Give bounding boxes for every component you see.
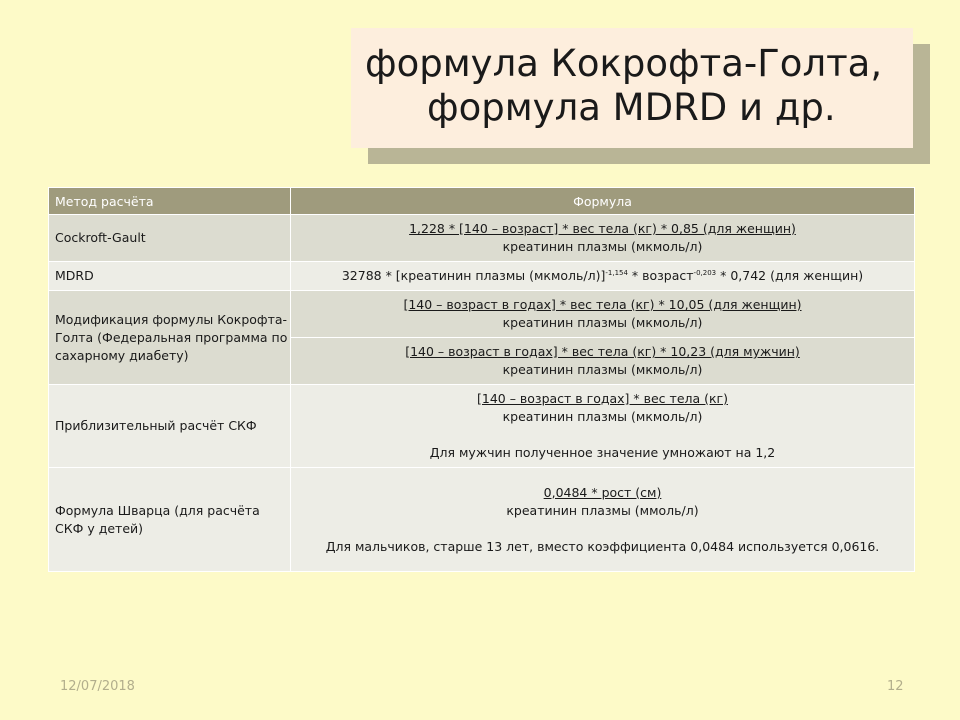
method-cell: MDRD	[49, 262, 291, 291]
mdrd-part-3: * 0,742 (для женщин)	[716, 268, 864, 283]
mdrd-exponent-1: -1,154	[605, 269, 628, 277]
formula-denominator: креатинин плазмы (мкмоль/л)	[502, 239, 703, 254]
slide-date: 12/07/2018	[60, 679, 135, 694]
table-row	[49, 468, 915, 572]
formula-numerator: 1,228 * [140 – возраст] * вес тела (кг) * 0,85 (для женщин)	[409, 221, 796, 236]
formula-numerator: 0,0484 * рост (см)	[543, 484, 662, 500]
formula-note: Для мужчин полученное значение умножают на 1,2	[429, 445, 776, 460]
formula-cell	[291, 291, 915, 338]
title-line-2: формула MDRD и др.	[427, 86, 836, 129]
method-cell: Формула Шварца (для расчёта СКФ у детей)	[49, 468, 291, 572]
slide-title	[351, 28, 913, 148]
formula-denominator: креатинин плазмы (мкмоль/л)	[502, 362, 703, 377]
formula-denominator: креатинин плазмы (ммоль/л)	[506, 502, 699, 518]
method-cell: Модификация формулы Кокрофта-Голта (Федеральная программа по сахарному диабету)	[49, 291, 291, 385]
method-cell: Приблизительный расчёт СКФ	[49, 385, 291, 468]
table-row	[49, 262, 915, 291]
formula-table	[48, 187, 915, 572]
header-method: Метод расчёта	[49, 188, 291, 215]
formula-cell	[291, 338, 915, 385]
formula-note: Для мальчиков, старше 13 лет, вместо коэффициента 0,0484 используется 0,0616.	[325, 538, 880, 554]
table-row	[49, 385, 915, 468]
formula-numerator: [140 – возраст в годах] * вес тела (кг) * 10,05 (для женщин)	[403, 297, 802, 312]
formula-numerator: [140 – возраст в годах] * вес тела (кг) * 10,23 (для мужчин)	[405, 344, 800, 359]
table-row	[49, 291, 915, 338]
formula-denominator: креатинин плазмы (мкмоль/л)	[502, 409, 703, 424]
formula-cell	[291, 215, 915, 262]
formula-cell	[291, 385, 915, 468]
title-line-1: формула Кокрофта-Голта,	[365, 42, 883, 85]
header-formula: Формула	[291, 188, 915, 215]
formula-cell	[291, 262, 915, 291]
table-row	[49, 215, 915, 262]
mdrd-part-1: 32788 * [креатинин плазмы (мкмоль/л)]	[341, 268, 606, 283]
table-header-row	[49, 188, 915, 215]
formula-numerator: [140 – возраст в годах] * вес тела (кг)	[476, 391, 728, 406]
formula-denominator: креатинин плазмы (мкмоль/л)	[502, 315, 703, 330]
mdrd-exponent-2: -0,203	[693, 269, 717, 277]
mdrd-part-2: * возраст	[627, 268, 694, 283]
formula-cell	[291, 468, 915, 572]
method-cell: Cockroft-Gault	[49, 215, 291, 262]
slide-number: 12	[887, 679, 904, 694]
